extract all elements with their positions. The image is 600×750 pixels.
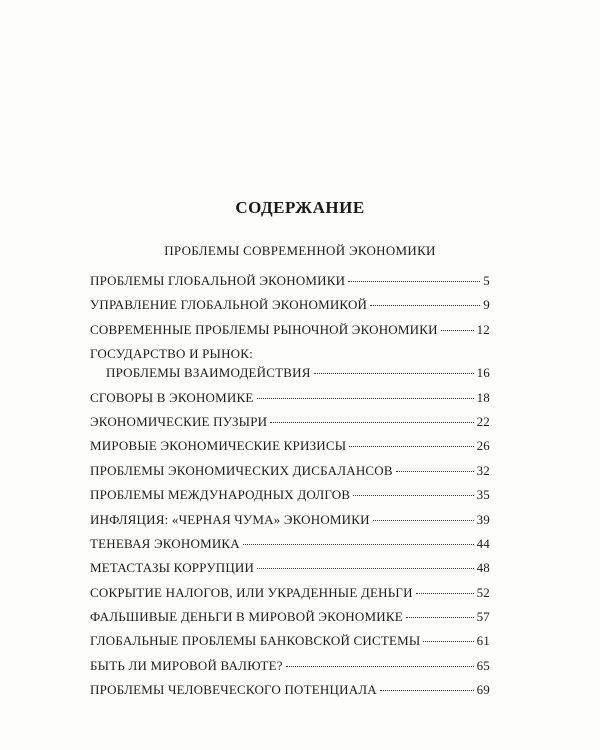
toc-leader-dots <box>373 520 474 521</box>
toc-leader-dots <box>243 544 474 545</box>
toc-entry-page: 39 <box>476 511 490 527</box>
toc-entry-title: МИРОВЫЕ ЭКОНОМИЧЕСКИЕ КРИЗИСЫ <box>90 438 347 454</box>
toc-entry-title: ТЕНЕВАЯ ЭКОНОМИКА <box>90 535 240 551</box>
table-of-contents <box>90 273 490 707</box>
toc-entry-title: ПРОБЛЕМЫ ЧЕЛОВЕЧЕСКОГО ПОТЕНЦИАЛА <box>90 682 377 698</box>
toc-entry <box>90 414 490 438</box>
toc-leader-dots <box>349 446 473 447</box>
toc-entry <box>90 390 490 414</box>
toc-entry <box>90 633 490 657</box>
toc-entry-title: УПРАВЛЕНИЕ ГЛОБАЛЬНОЙ ЭКОНОМИКОЙ <box>90 297 368 313</box>
toc-entry-title: ПРОБЛЕМЫ ЭКОНОМИЧЕСКИХ ДИСБАЛАНСОВ <box>90 462 393 478</box>
toc-leader-dots <box>423 641 473 642</box>
toc-entry <box>90 585 490 609</box>
toc-entry <box>90 682 490 706</box>
toc-entry <box>90 658 490 682</box>
toc-entry-title: СГОВОРЫ В ЭКОНОМИКЕ <box>90 389 254 405</box>
toc-entry-page: 32 <box>476 462 490 478</box>
toc-entry <box>90 512 490 536</box>
toc-entry-page: 35 <box>476 487 490 503</box>
toc-entry <box>90 438 490 462</box>
toc-entry-page: 61 <box>476 633 490 649</box>
toc-entry-title: ИНФЛЯЦИЯ: «ЧЕРНАЯ ЧУМА» ЭКОНОМИКИ <box>90 511 370 527</box>
toc-entry-page: 44 <box>476 535 490 551</box>
toc-entry-page: 18 <box>476 389 490 405</box>
toc-entry-page: 65 <box>476 657 490 673</box>
section-heading: ПРОБЛЕМЫ СОВРЕМЕННОЙ ЭКОНОМИКИ <box>164 243 436 258</box>
toc-entry-title: ФАЛЬШИВЫЕ ДЕНЬГИ В МИРОВОЙ ЭКОНОМИКЕ <box>90 609 403 625</box>
toc-entry-page: 52 <box>476 584 490 600</box>
toc-entry-page: 69 <box>476 682 490 698</box>
toc-entry <box>90 609 490 633</box>
toc-entry-page: 57 <box>476 609 490 625</box>
toc-entry <box>90 365 490 389</box>
toc-entry-title: ПРОБЛЕМЫ ГЛОБАЛЬНОЙ ЭКОНОМИКИ <box>90 273 346 288</box>
toc-entry-title: ГЛОБАЛЬНЫЕ ПРОБЛЕМЫ БАНКОВСКОЙ СИСТЕМЫ <box>90 633 421 649</box>
toc-leader-dots <box>370 305 480 306</box>
toc-entry-title-continued: ПРОБЛЕМЫ ВЗАИМОДЕЙСТВИЯ <box>106 365 311 381</box>
toc-entry-page: 22 <box>476 413 490 429</box>
toc-leader-dots <box>406 617 474 618</box>
toc-entry <box>90 273 490 297</box>
toc-entry-title: БЫТЬ ЛИ МИРОВОЙ ВАЛЮТЕ? <box>90 657 283 673</box>
toc-entry <box>90 487 490 511</box>
toc-entry-page: 26 <box>476 438 490 454</box>
toc-entry-page: 12 <box>476 321 490 337</box>
toc-entry <box>90 463 490 487</box>
toc-leader-dots <box>380 690 474 691</box>
toc-leader-dots <box>353 495 473 496</box>
toc-leader-dots <box>348 281 480 282</box>
toc-entry-title: ПРОБЛЕМЫ МЕЖДУНАРОДНЫХ ДОЛГОВ <box>90 487 351 503</box>
toc-entry <box>90 536 490 560</box>
toc-entry-title: ЭКОНОМИЧЕСКИЕ ПУЗЫРИ <box>90 413 268 429</box>
toc-leader-dots <box>257 568 474 569</box>
toc-entry-page: 48 <box>476 560 490 576</box>
toc-leader-dots <box>286 666 474 667</box>
toc-entry <box>90 297 490 321</box>
toc-entry-page: 16 <box>476 365 490 381</box>
toc-leader-dots <box>257 398 474 399</box>
toc-leader-dots <box>441 330 474 331</box>
toc-leader-dots <box>396 471 474 472</box>
toc-entry-title: СОКРЫТИЕ НАЛОГОВ, ИЛИ УКРАДЕННЫЕ ДЕНЬГИ <box>90 584 413 600</box>
toc-entry-title: СОВРЕМЕННЫЕ ПРОБЛЕМЫ РЫНОЧНОЙ ЭКОНОМИКИ <box>90 321 438 337</box>
toc-entry-page: 9 <box>483 297 490 313</box>
toc-entry <box>90 322 490 346</box>
toc-entry-title: МЕТАСТАЗЫ КОРРУПЦИИ <box>90 560 255 576</box>
page-title: СОДЕРЖАНИЕ <box>235 198 365 217</box>
toc-leader-dots <box>416 593 474 594</box>
toc-entry-title: ГОСУДАРСТВО И РЫНОК: <box>90 346 253 362</box>
toc-entry <box>90 560 490 584</box>
toc-leader-dots <box>314 373 474 374</box>
toc-entry-first-line <box>90 346 490 365</box>
toc-leader-dots <box>270 422 473 423</box>
toc-entry-page: 5 <box>483 273 490 288</box>
